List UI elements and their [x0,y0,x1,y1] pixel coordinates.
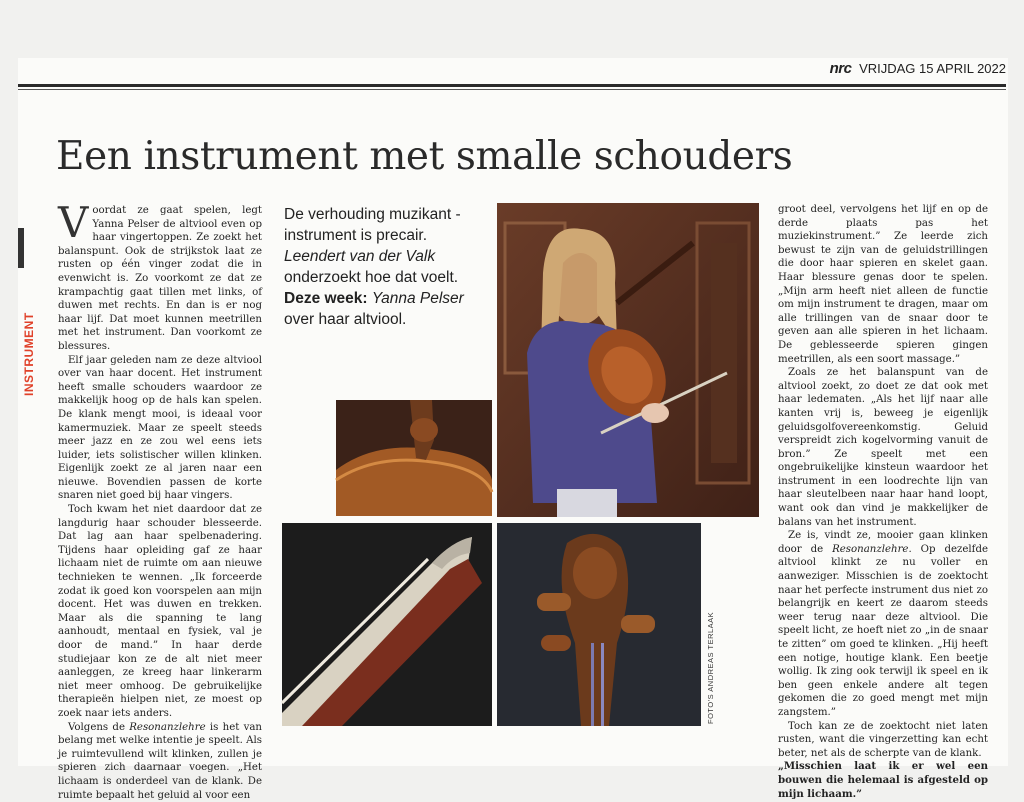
section-label: INSTRUMENT [22,312,36,396]
intro-line-1: De verhouding muzikant - instrument is precair. [284,206,461,244]
paragraph-2: Elf jaar geleden nam ze deze altviool over van haar docent. Het instrument heeft smalle schouders waardoor ze makkelijk hoog op de hals kan spelen. De klank mengt mooi, is ideaal voor kamermuziek. Maar ze speelt steeds meer jazz en ze zou wel eens iets luider, iets solistischer willen klinken. Eigenlijk zoekt ze al jaren naar een nieuwe. Bovendien passen de korte snaren niet goed bij haar vingers. [58,354,262,502]
photo-viola-scroll [336,400,492,516]
paragraph-1: Voordat ze gaat spelen, legt Yanna Pelser de altviool even op haar vingertoppen. Ze zoekt het balanspunt. Ook de strijkstok laat ze rusten op één vinger zodat die in evenwicht is. Zo voorkomt ze dat ze krampachtig gaat tillen met links, of duwen met rechts. En dan is er nog haar lijf. Dat moet kunnen meetrillen met het instrument. Dan voorkomt ze blessures. [58,198,262,352]
paragraph-4: Volgens de Resonanzlehre is het van belang met welke intentie je speelt. Als je ruimtevullend wilt klinken, zullen je spieren zich daarnaar voegen. „Het lichaam is onderdeel van de klank. De ruimte bepaalt het geluid al voor een [58,721,262,801]
photo-bow-frog [282,523,492,726]
paragraph-5: groot deel, vervolgens het lijf en op de derde plaats pas het muziekinstrument.” Ze leerde zich bewust te zijn van de geluidstrillingen die door haar spieren en skelet gaan. Haar blessure genas door te spelen. „Mijn arm heeft niet alleen de functie om mijn instrument te dragen, maar om alle trillingen van de snaar door te geven aan alle spieren in het lichaam. De geblesseerde spieren gingen meetrillen, als een soort massage.” [778,204,988,365]
week-name: Yanna Pelser [371,290,464,307]
section-bar [18,228,24,268]
drop-cap: V [58,198,89,247]
paragraph-8: Toch kan ze de zoektocht niet laten rusten, want die vingerzetting kan echt beter, net als de scherpte van de klank. [778,720,988,759]
intro-line-2: onderzoekt hoe dat voelt. [284,269,459,286]
paragraph-3: Toch kwam het niet daardoor dat ze langdurig haar schouder blesseerde. Dat lag aan haar spelbenadering. Tijdens haar opleiding gaf ze haar lichaam niet de ruimte om aan nieuwe technieken te wennen. „Ik forceerde zodat ik goed kon voorspelen aan mijn docent. Het was duwen en trekken. Maar als die spanning te lang aanhoudt, mentaal en fysiek, val je door de mand.” In haar derde studiejaar kon ze de alt niet meer aanleggen, ze kreeg haar linkerarm niet meer omhoog. De gebruikelijke therapieën hielpen niet, ze moest op zoek naar iets anders. [58,504,262,719]
photo-musician-with-viola [497,203,759,517]
paragraph-6: Zoals ze het balanspunt van de altviool zoekt, zo doet ze dat ook met haar ledematen. „Als het lijf naar alle kanten vrij is, beweeg je eigenlijk geluidsgolfovereenkomstig. Geluid verspreidt zich kogelvorming vanuit de bron.” Ze speelt met een ongebruikelijke kinsteun waardoor het instrument in een loodrechte lijn van haar sleutelbeen naar haar hand loopt, want ook dan vind je makkelijker de balans van het instrument. [778,367,988,528]
photo-credit: FOTO'S ANDREAS TERLAAK [706,611,715,724]
masthead [826,60,1006,82]
top-rule [18,84,1006,87]
article-column-1 [58,198,262,801]
author-name: Leendert van der Valk [284,248,436,265]
week-label: Deze week: [284,290,368,307]
top-rule-thin [18,89,1006,90]
issue-date: VRIJDAG 15 APRIL 2022 [859,61,1006,76]
photo-pegbox [497,523,701,726]
article-headline: Een instrument met smalle schouders [56,134,793,179]
paragraph-7: Ze is, vindt ze, mooier gaan klinken door de Resonanzlehre. Op dezelfde altviool klinkt ze nu voller en aanweziger. Misschien is de zoektocht naar het perfecte instrument dus niet zo belangrijk en keert ze daarom steeds weer terug naar deze altviool. Die speelt licht, ze hoeft niet zo „in de snaar te zitten” om goed te klinken. „Hij heeft een notige, houtige klank. Een beetje wollig. Ik zing ook terwijl ik speel en ik ben geen enkele andere alt tegen gekomen die zo goed mengt met mijn zangstem.” [778,530,988,718]
week-rest: over haar altviool. [284,311,407,328]
article-intro [284,204,484,330]
article-column-3 [778,203,988,800]
closing-quote: „Misschien laat ik er wel een bouwen die helemaal is afgesteld op mijn lichaam.” [778,760,988,800]
nrc-logo: nrc [829,60,852,77]
